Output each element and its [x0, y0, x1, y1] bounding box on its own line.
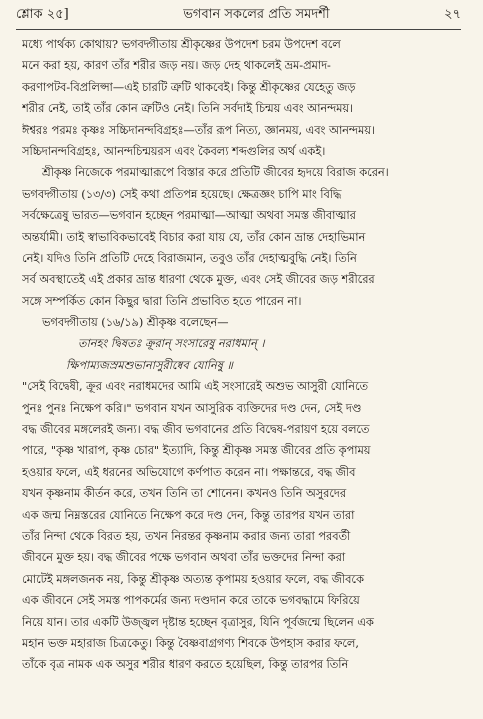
text-line: ভগবদ্গীতায় (১৬/১৯) শ্রীকৃষ্ণ বলেছেন— — [42, 316, 229, 330]
text-line: পুনঃ পুনঃ নিক্ষেপ করি।" ভগবান যখন আসুরিক ব্যক্তিদের দণ্ড দেন, সেই দণ্ড — [22, 401, 362, 415]
text-line: "সেই বিদ্বেষী, ক্রূর এবং নরাধমদের আমি এই সংসারেই অশুভ আসুরী যোনিতে — [22, 380, 368, 394]
text-line: সচ্চিদানন্দবিগ্রহঃ, আনন্দচিন্ময়রস এবং কৈবল্য শব্দগুলির অর্থ একই। — [22, 144, 326, 158]
text-line: মহান ভক্ত মহারাজ চিত্রকেতু। কিন্তু বৈষ্ণবাগ্রগণ্য শিবকে উপহাস করার ফলে, — [22, 636, 359, 650]
text-line: শরীর নেই, তাই তাঁর কোন ত্রুটিও নেই। তিনি সর্বদাই চিন্ময় এবং আনন্দময়। — [22, 102, 354, 116]
page-number: ২৭ — [444, 6, 461, 22]
text-line: তাঁকে বৃত্র নামক এক অসুর শরীর ধারণ করতে হয়েছিল, কিন্তু তারপর তিনি — [22, 658, 349, 672]
verse-line: তানহং দ্বিষতঃ ক্রূরান্ সংসারেষু নরাধমান্ । — [78, 337, 265, 351]
text-line: ঈশ্বরঃ পরমঃ কৃষ্ণঃ সচ্চিদানন্দবিগ্রহঃ—তাঁর রূপ নিত্য, জ্ঞানময়, এবং আনন্দময়। — [22, 123, 375, 137]
text-line: মোটেই মঙ্গলজনক নয়, কিন্তু শ্রীকৃষ্ণ অত্যন্ত কৃপাময় হওয়ার ফলে, বদ্ধ জীবকে — [22, 572, 364, 586]
verse-line: ক্ষিপাম্যজস্রমশুভানাসুরীষ্বেব যোনিষু ॥ — [66, 358, 233, 372]
text-line: মধ্যে পার্থক্য কোথায়? ভগবদ্গীতায় শ্রীকৃষ্ণের উপদেশ চরম উপদেশ বলে — [22, 38, 341, 51]
text-line: পারে, "কৃষ্ণ খারাপ, কৃষ্ণ চোর" ইত্যাদি, কিন্তু শ্রীকৃষ্ণ সমস্ত জীবের প্রতি কৃপাময় — [22, 444, 371, 458]
text-line: ভগবদ্গীতায় (১৩/৩) সেই কথা প্রতিপন্ন হয়েছে। ক্ষেত্রজ্ঞং চাপি মাং বিদ্ধি — [22, 187, 342, 201]
text-line: নিয়ে যান। তার একটি উজ্জ্বল দৃষ্টান্ত হচ্ছেন বৃত্রাসুর, যিনি পূর্বজন্মে ছিলেন এক — [22, 615, 374, 629]
text-line: সর্ব অবস্থাতেই এই প্রকার ভ্রান্ত ধারণা থেকে মুক্ত, এবং সেই জীবের জড় শরীরের — [22, 273, 375, 287]
text-line: সর্বক্ষেত্রেষু ভারত—ভগবান হচ্ছেন পরমাত্মা—আত্মা অথবা সমস্ত জীবাত্মার — [22, 209, 356, 223]
text-line: মনে করা হয়, কারণ তাঁর শরীর জড় নয়। জড় দেহ থাকলেই ভ্রম-প্রমাদ- — [22, 59, 331, 73]
text-line: সঙ্গে সম্পর্কিত কোন কিছুর দ্বারা তিনি প্রভাবিত হতে পারেন না। — [22, 294, 302, 308]
text-line: যখন কৃষ্ণনাম কীর্তন করে, তখন তিনি তা শোনেন। কখনও তিনি অসুরদের — [22, 487, 347, 501]
header-divider — [16, 29, 461, 30]
text-line: অন্তর্যামী। তাই স্বাভাবিকভাবেই বিচার করা যায় যে, তাঁর কোন ভ্রান্ত দেহাভিমান — [22, 230, 366, 244]
page-body — [22, 34, 459, 676]
text-line: শ্রীকৃষ্ণ নিজেকে পরমাত্মারূপে বিস্তার করে প্রতিটি জীবের হৃদয়ে বিরাজ করেন। — [42, 166, 389, 180]
text-line: এক জীবনে সেই সমস্ত পাপকর্মের জন্য দণ্ডদান করে তাকে ভগবদ্ধামে ফিরিয়ে — [22, 594, 360, 608]
text-line: তাঁর নিন্দা থেকে বিরত হয়, তখন নিরন্তর কৃষ্ণনাম করার জন্য তারা পরবর্তী — [22, 529, 351, 543]
text-line: নেই। যদিও তিনি প্রতিটি দেহে বিরাজমান, তবুও তাঁর দেহাত্মবুদ্ধি নেই। তিনি — [22, 251, 357, 265]
text-line: করণাপটব-বিপ্রলিপ্সা—এই চারটি ত্রুটি থাকবেই। কিন্তু শ্রীকৃষ্ণের যেহেতু জড় — [22, 80, 356, 94]
text-line: বদ্ধ জীবের মঙ্গলেরই জন্য। বদ্ধ জীব ভগবানের প্রতি বিদ্বেষ-পরায়ণ হয়ে বলতে — [22, 423, 370, 437]
text-line: হওয়ার ফলে, এই ধরনের অভিযোগে কর্ণপাত করেন না। পক্ষান্তরে, বদ্ধ জীব — [22, 465, 356, 479]
verse-reference: শ্লোক ২৫] — [16, 6, 69, 22]
text-line: এক জন্ম নিম্নস্তরের যোনিতে নিক্ষেপ করে দণ্ড দেন, কিন্তু তারপর যখন তারা — [22, 508, 355, 522]
chapter-title: ভগবান সকলের প্রতি সমদর্শী — [183, 6, 330, 22]
text-line: জীবনে মুক্ত হয়। বদ্ধ জীবের পক্ষে ভগবান অথবা তাঁর ভক্তদের নিন্দা করা — [22, 551, 346, 565]
page-header — [16, 4, 461, 26]
